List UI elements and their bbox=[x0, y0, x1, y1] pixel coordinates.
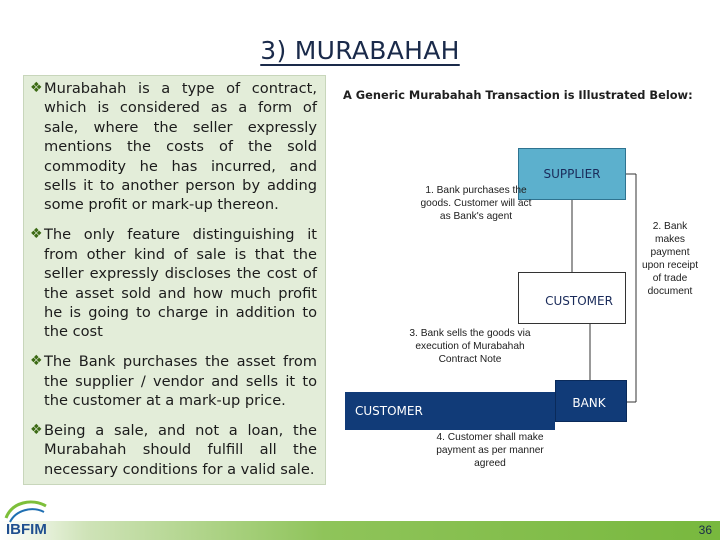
diamond-bullet-icon: ❖ bbox=[30, 422, 43, 438]
bullet-text: The Bank purchases the asset from the supplier / vendor and sells it to the customer at a mark-up price. bbox=[44, 353, 317, 410]
step-1-note: 1. Bank purchases the goods. Customer will act as Bank's agent bbox=[420, 185, 532, 222]
footer-bar bbox=[0, 521, 720, 540]
step-4-note: 4. Customer shall make payment as per manner agreed bbox=[436, 432, 544, 469]
bullet-text: The only feature distinguishing it from other kind of sale is that the seller expressly discloses the cost of the asset sold and how much profit he is going to charge in addition to the cost bbox=[44, 226, 317, 341]
bank-box: BANK bbox=[555, 380, 627, 422]
diamond-bullet-icon: ❖ bbox=[30, 80, 43, 96]
diamond-bullet-icon: ❖ bbox=[30, 353, 43, 370]
bullet-text: Being a sale, and not a loan, the Murabahah should fulfill all the necessary conditions for a valid sale. bbox=[44, 422, 317, 478]
bullet-text: Murabahah is a type of contract, which is considered as a form of sale, where the seller expressly mentions the costs of the sold commodity he has incurred, and sells it to another person by adding some profit or mark-up thereon. bbox=[44, 80, 317, 214]
page-number: 36 bbox=[698, 523, 712, 537]
diagram-title: A Generic Murabahah Transaction is Illustrated Below: bbox=[343, 88, 693, 102]
supplier-box: SUPPLIER bbox=[518, 148, 626, 200]
svg-text:IBFIM: IBFIM bbox=[6, 521, 47, 538]
customer-box-dark: CUSTOMER bbox=[345, 392, 555, 430]
diamond-bullet-icon: ❖ bbox=[30, 226, 43, 243]
slide-title: 3) MURABAHAH bbox=[260, 36, 460, 65]
customer-box: CUSTOMER bbox=[518, 272, 626, 324]
step-2-note: 2. Bank makes payment upon receipt of trade document bbox=[641, 221, 699, 297]
ibfim-logo bbox=[2, 496, 56, 538]
step-3-note: 3. Bank sells the goods via execution of Murabahah Contract Note bbox=[409, 328, 531, 365]
